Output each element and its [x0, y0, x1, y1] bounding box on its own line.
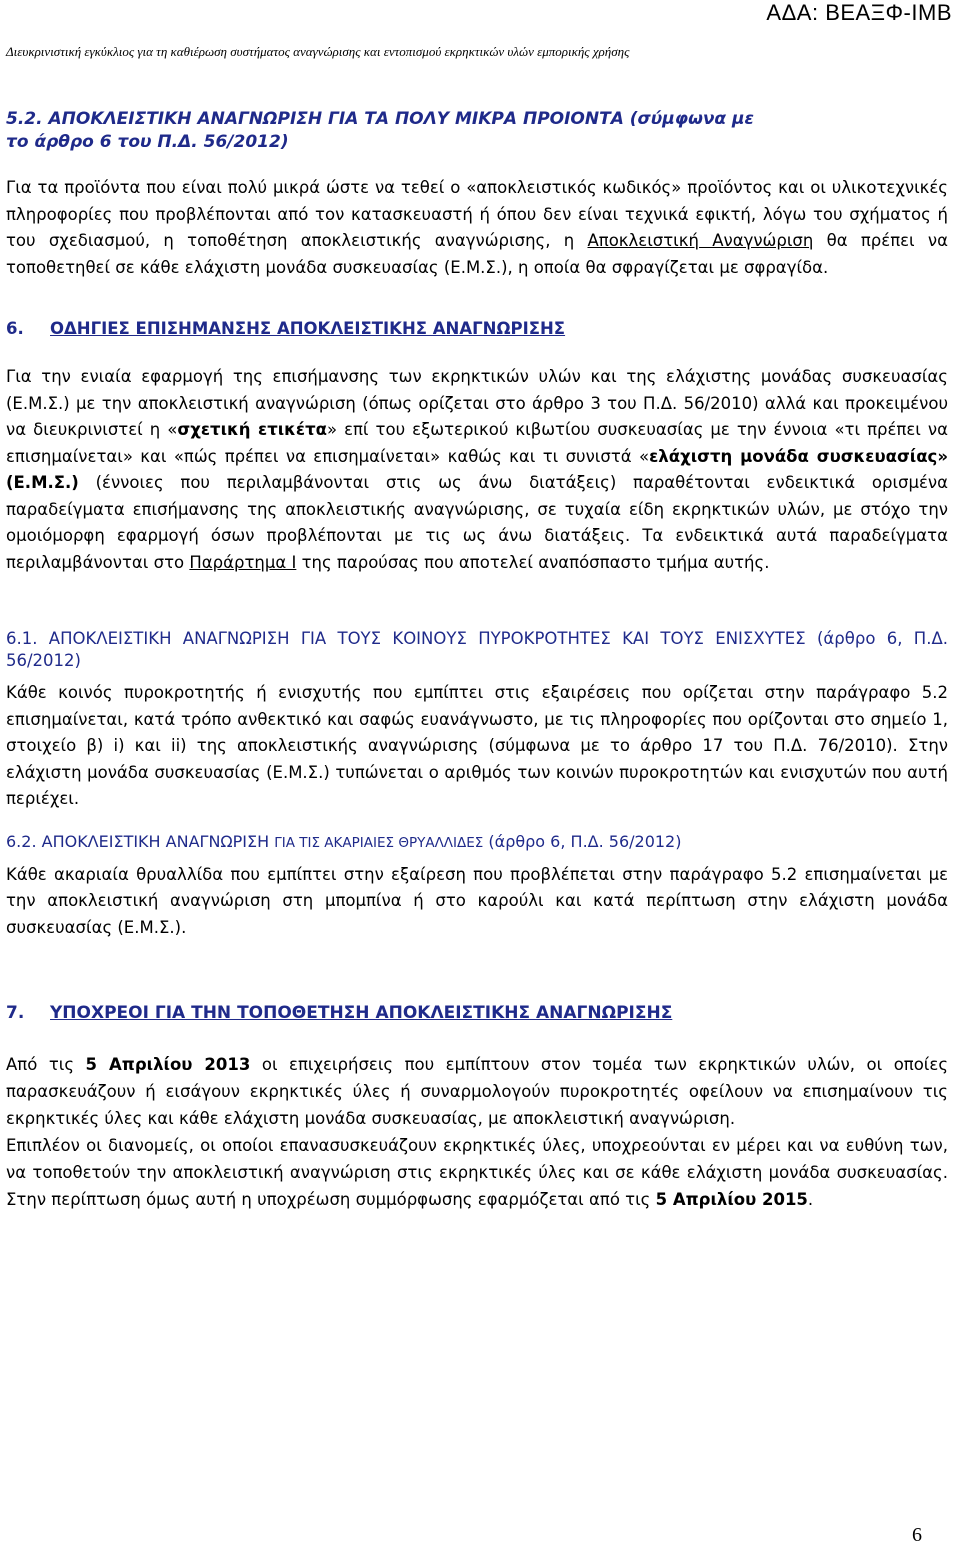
section-7: [6, 1001, 948, 1213]
section-7-heading: [6, 1001, 948, 1025]
ada-code: ΑΔΑ: ΒΕΑΞΦ-ΙΜΒ: [766, 0, 952, 25]
section-6-bold-label: σχετική ετικέτα: [177, 420, 327, 439]
section-7-paragraph-1: [6, 1051, 948, 1132]
section-5-2-title-line2: το άρθρο 6 του Π.Δ. 56/2012): [6, 132, 289, 152]
section-6-1: [6, 628, 948, 813]
section-5-2-paragraph: [6, 175, 948, 281]
section-6: [6, 317, 948, 576]
section-7-p2-c: .: [807, 1190, 814, 1209]
section-5-2-text-end: θα πρέπει να τοποθετηθεί σε κάθε ελάχιστη μονάδα συσκευασίας (Ε.Μ.Σ.), η οποία θα σφραγίζεται με σφραγίδα.: [6, 231, 948, 277]
section-6-2-title: [6, 831, 948, 854]
section-7-p1-c: οι επιχειρήσεις που εμπίπτουν στον τομέα των εκρηκτικών υλών, οι οποίες παρασκευάζουν ή εισάγουν εκρηκτικές ύλες ή συναρμολογούν πυροκροτητές οφείλουν να επισημαίνουν τις εκρηκτικές ύλες και κάθε ελάχιστη μονάδα συσκευασίας, με αποκλειστική αναγνώριση.: [6, 1055, 948, 1128]
section-6-paragraph: [6, 364, 948, 576]
section-6-2-title-c: (άρθρο 6, Π.Δ. 56/2012): [483, 831, 682, 851]
section-6-1-paragraph: Κάθε κοινός πυροκροτητής ή ενισχυτής που εμπίπτει στις εξαιρέσεις που ορίζεται στην παράγραφο 5.2 επισημαίνεται, κατά τρόπο ανθεκτικό και σαφώς ευανάγνωστο, με τις πληροφορίες που ορίζονται στο σημείο 1, στοιχείο β) i) και ii) της αποκλειστικής αναγνώρισης (σύμφωνα με το άρθρο 17 του Π.Δ. 76/2010). Στην ελάχιστη μονάδα συσκευασίας (Ε.Μ.Σ.) τυπώνεται ο αριθμός των κοινών πυροκροτητών και ενισχυτών που αυτή περιέχει.: [6, 683, 948, 808]
section-6-text-c: » επί του εξωτερικού κιβωτίου συσκευασίας με την έννοια «τι πρέπει να επισημαίνεται» και «πώς πρέπει να επισημαίνεται» καθώς και τι συνιστά «: [6, 420, 948, 466]
section-6-2-title-b: ΓΙΑ ΤΙΣ ΑΚΑΡΙΑΙΕΣ ΘΡΥΑΛΛΙΔΕΣ: [274, 834, 484, 851]
annex-link[interactable]: Παράρτημα Ι: [189, 552, 297, 572]
section-6-2-title-a: 6.2. ΑΠΟΚΛΕΙΣΤΙΚΗ ΑΝΑΓΝΩΡΙΣΗ: [6, 831, 275, 851]
section-6-text-e: της παρούσας που αποτελεί αναπόσπαστο τμήμα αυτής.: [296, 552, 770, 572]
page-number: 6: [912, 1524, 922, 1546]
section-6-2-paragraph: Κάθε ακαριαία θρυαλλίδα που εμπίπτει στην εξαίρεση που προβλέπεται στην παράγραφο 5.2 επισημαίνεται με την αποκλειστική αναγνώριση στη μπομπίνα ή στο καρούλι και κατά περίπτωση στην ελάχιστη μονάδα συσκευασίας (Ε.Μ.Σ.).: [6, 864, 948, 937]
section-5-2: [6, 108, 948, 281]
exclusive-id-link[interactable]: Αποκλειστική Αναγνώριση: [587, 231, 814, 250]
section-6-1-title: 6.1. ΑΠΟΚΛΕΙΣΤΙΚΗ ΑΝΑΓΝΩΡΙΣΗ ΓΙΑ ΤΟΥΣ ΚΟΙΝΟΥΣ ΠΥΡΟΚΡΟΤΗΤΕΣ ΚΑΙ ΤΟΥΣ ΕΝΙΣΧΥΤΕΣ (άρθρο 6, Π.Δ. 56/2012): [6, 629, 948, 670]
section-7-p2-a: Επιπλέον οι διανομείς, οι οποίοι επανασυσκευάζουν εκρηκτικές ύλες, υποχρεούνται εν μέρει και να ευθύνη των, να τοποθετούν την αποκλειστική αναγνώριση στις εκρηκτικές ύλες και σε κάθε ελάχιστη μονάδα συσκευασίας. Στην περίπτωση όμως αυτή η υποχρέωση συμμόρφωσης εφαρμόζεται από τις: [6, 1136, 948, 1209]
section-6-text-d: (έννοιες που περιλαμβάνονται στις ως άνω διατάξεις) παραθέτονται ενδεικτικά ορισμένα παραδείγματα επισήμανσης της αποκλειστικής αναγνώρισης, σε τυχαία είδη εκρηκτικών υλών, με στόχο την ομοιόμορφη εφαρμογή όσων προβλέπονται με τις ως άνω διατάξεις. Τα ενδεικτικά αυτά παραδείγματα περιλαμβάνονται στο: [6, 473, 948, 572]
section-6-title: ΟΔΗΓΙΕΣ ΕΠΙΣΗΜΑΝΣΗΣ ΑΠΟΚΛΕΙΣΤΙΚΗΣ ΑΝΑΓΝΩΡΙΣΗΣ: [50, 319, 566, 338]
section-7-number: 7.: [6, 1003, 25, 1023]
document-body: [6, 108, 948, 1213]
section-7-paragraph-2: [6, 1132, 948, 1213]
section-7-title: ΥΠΟΧΡΕΟΙ ΓΙΑ ΤΗΝ ΤΟΠΟΘΕΤΗΣΗ ΑΠΟΚΛΕΙΣΤΙΚΗΣ ΑΝΑΓΝΩΡΙΣΗΣ: [50, 1003, 673, 1023]
section-6-number: 6.: [6, 319, 24, 338]
running-header: Διευκρινιστική εγκύκλιος για τη καθιέρωση συστήματος αναγνώρισης και εντοπισμού εκρηκτικών υλών εμπορικής χρήσης: [6, 44, 630, 59]
date-2015: 5 Απριλίου 2015: [655, 1190, 808, 1209]
section-6-bold-unit: ελάχιστη μονάδα συσκευασίας» (Ε.Μ.Σ.): [6, 446, 948, 492]
section-6-2: [6, 831, 948, 942]
section-5-2-title: [6, 108, 948, 154]
section-5-2-text: Για τα προϊόντα που είναι πολύ μικρά ώστε να τεθεί ο «αποκλειστικός κωδικός» προϊόντος και οι υλικοτεχνικές πληροφορίες που προβλέπονται από τον κατασκευαστή ή όπου δεν είναι τεχνικά εφικτή, λόγω του σχήματος ή του σχεδιασμού, η τοποθέτηση αποκλειστικής αναγνώρισης, η: [6, 178, 948, 250]
section-5-2-title-line1: 5.2. ΑΠΟΚΛΕΙΣΤΙΚΗ ΑΝΑΓΝΩΡΙΣΗ ΓΙΑ ΤΑ ΠΟΛΥ ΜΙΚΡΑ ΠΡΟΙΟΝΤΑ (σύμφωνα με: [6, 109, 754, 129]
section-7-p1-a: Από τις: [6, 1055, 86, 1074]
section-6-heading: [6, 317, 948, 341]
section-6-text-a: Για την ενιαία εφαρμογή της επισήμανσης των εκρηκτικών υλών και της ελάχιστης μονάδας συσκευασίας (Ε.Μ.Σ.) με την αποκλειστική αναγνώριση (όπως ορίζεται στο άρθρο 3 του Π.Δ. 56/2010) αλλά και προκειμένου να διευκρινιστεί η «: [6, 367, 948, 439]
date-2013: 5 Απριλίου 2013: [85, 1055, 251, 1074]
